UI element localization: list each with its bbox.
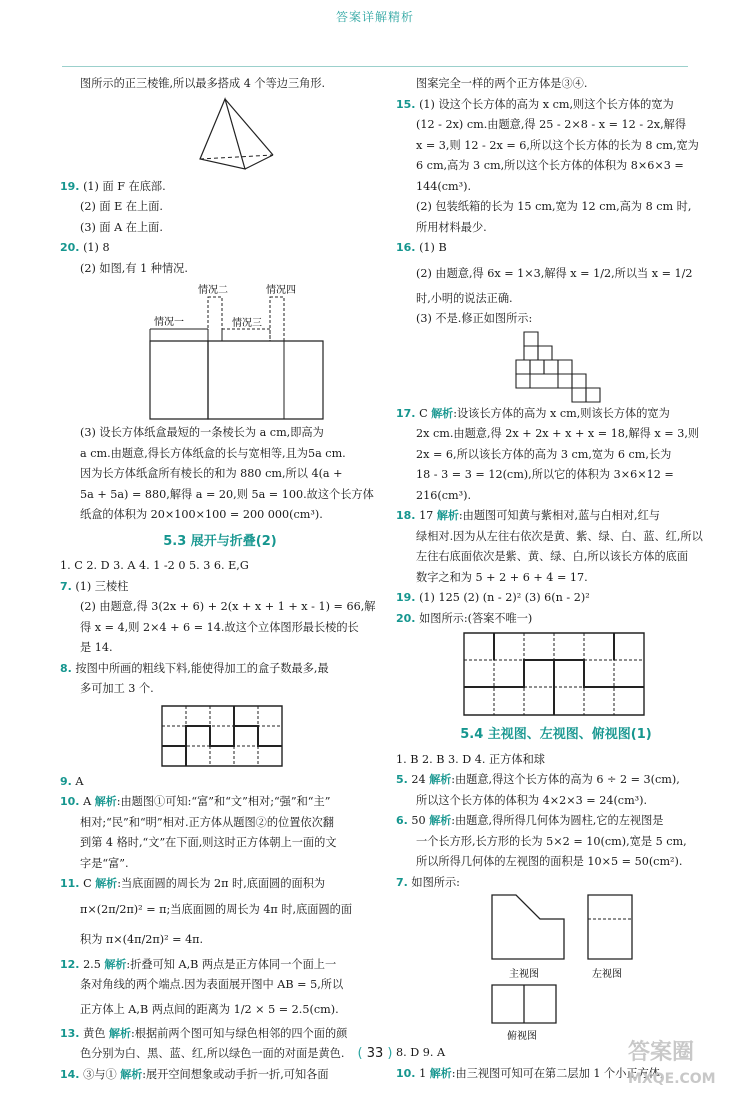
answer-text: 5a + 5a) = 880,解得 a = 20,则 5a = 100.故这个长方体 bbox=[80, 487, 374, 501]
three-views-diagram bbox=[396, 893, 716, 1043]
triangular-pyramid-diagram bbox=[60, 95, 380, 177]
answer-text: :当底面圆的周长为 2π 时,底面圆的面积为 bbox=[117, 877, 326, 890]
answer-text: 2x cm.由题意,得 2x + 2x + x + x = 18,解得 x = 3,则 bbox=[416, 427, 700, 440]
case-two-label: 情况二 bbox=[198, 285, 228, 296]
answer-choice: 50 bbox=[411, 814, 426, 827]
analysis-label: 解析 bbox=[94, 795, 117, 808]
question-number: 11. bbox=[60, 877, 80, 890]
analysis-label: 解析 bbox=[429, 814, 452, 827]
answer-text: (2) 如图,有 1 种情况. bbox=[80, 261, 188, 275]
answer-choice: 24 bbox=[411, 773, 426, 786]
question-number: 6. bbox=[396, 814, 408, 827]
analysis-label: 解析 bbox=[120, 1067, 143, 1081]
question-number: 7. bbox=[396, 875, 408, 889]
answer-text: 得 x = 4,则 2×4 + 6 = 14.故这个立体图形最长棱的长 bbox=[80, 620, 359, 634]
answer-text: 左往右底面依次是紫、黄、绿、白,所以该长方体的底面 bbox=[416, 550, 689, 563]
answer-text: (2) 包装纸箱的长为 15 cm,宽为 12 cm,高为 8 cm 时, bbox=[416, 200, 692, 213]
answer-text: 到第 4 格时,“文”在下面,则这时正方体朝上一面的文 bbox=[80, 836, 337, 849]
answer-text: (3) 不是.修正如图所示: bbox=[416, 312, 533, 325]
answer-text: (1) 125 (2) (n - 2)² (3) 6(n - 2)² bbox=[419, 591, 590, 604]
answer-text: 绿相对.因为从左往右依次是黄、紫、绿、白、蓝、红,所以 bbox=[416, 529, 703, 543]
answer-text: :展开空间想象或动手折一折,可知各面 bbox=[142, 1067, 329, 1081]
answer-choice: C bbox=[83, 877, 92, 890]
answer-text: 所以这个长方体的体积为 4×2×3 = 24(cm³). bbox=[416, 793, 648, 807]
top-view-label: 俯视图 bbox=[507, 1031, 537, 1042]
section-heading-5-3: 5.3 展开与折叠(2) bbox=[163, 533, 277, 549]
answer-text: 1. C 2. D 3. A 4. 1 -2 0 5. 3 6. E,G bbox=[60, 559, 249, 572]
question-number: 19. bbox=[60, 179, 80, 193]
watermark: 答案圈 MXQE.COM bbox=[628, 1040, 716, 1087]
right-column bbox=[396, 74, 716, 1084]
analysis-label: 解析 bbox=[104, 957, 127, 971]
answer-text: x = 3,则 12 - 2x = 6,所以这个长方体的长为 8 cm,宽为 bbox=[416, 138, 699, 152]
answer-text: :折叠可知 A,B 两点是正方体同一个面上一 bbox=[126, 957, 337, 971]
answer-text: 2x = 6,所以该长方体的高为 3 cm,宽为 6 cm,长为 bbox=[416, 447, 672, 461]
answer-text: (1) 8 bbox=[83, 241, 110, 254]
answer-text: 条对角线的两个端点.因为表面展开图中 AB = 5,所以 bbox=[80, 978, 344, 991]
answer-text: 6 cm,高为 3 cm,所以这个长方体的体积为 8×6×3 = bbox=[416, 159, 684, 172]
analysis-label: 解析 bbox=[429, 773, 452, 786]
section-heading-5-4: 5.4 主视图、左视图、俯视图(1) bbox=[460, 727, 652, 742]
answer-text: 正方体上 A,B 两点间的距离为 1/2 × 5 = 2.5(cm). bbox=[80, 1002, 339, 1016]
answer-text: 色分别为白、黑、蓝、红,所以绿色一面的对面是黄色. bbox=[80, 1047, 345, 1060]
answer-text: :由题意,得所得几何体为圆柱,它的左视图是 bbox=[451, 814, 664, 827]
question-number: 20. bbox=[60, 241, 80, 254]
answer-text: (1) B bbox=[419, 241, 447, 254]
case-three-label: 情况三 bbox=[232, 318, 262, 329]
cutting-layout-diagram bbox=[60, 700, 380, 772]
question-number: 13. bbox=[60, 1026, 80, 1040]
net-answer-figure bbox=[396, 629, 716, 719]
three-views-figure bbox=[396, 893, 716, 1043]
net-answer-diagram bbox=[396, 629, 716, 719]
front-view-shape bbox=[492, 895, 564, 959]
answer-text: :由题意,得这个长方体的高为 6 ÷ 2 = 3(cm), bbox=[451, 773, 680, 786]
answer-text: π×(2π/2π)² = π;当底面圆的周长为 4π 时,底面圆的面 bbox=[80, 902, 353, 916]
answer-text: 216(cm³). bbox=[416, 488, 471, 502]
question-number: 15. bbox=[396, 97, 416, 111]
question-number: 5. bbox=[396, 773, 408, 786]
left-column bbox=[60, 74, 380, 1085]
answer-text: 因为长方体纸盒所有棱长的和为 880 cm,所以 4(a + bbox=[80, 467, 343, 480]
case-one-label: 情况一 bbox=[154, 317, 184, 328]
answer-text: 相对;“民”和“明”相对.正方体从题图②的位置依次翻 bbox=[80, 815, 334, 829]
answer-text: (2) 由题意,得 3(2x + 6) + 2(x + x + 1 + x - 1) = 66,解 bbox=[80, 600, 376, 613]
answer-text: (12 - 2x) cm.由题意,得 25 - 2×8 - x = 12 - 2x,解得 bbox=[416, 118, 687, 131]
question-number: 12. bbox=[60, 957, 80, 971]
analysis-label: 解析 bbox=[436, 509, 459, 522]
answer-text: 图案完全一样的两个正方体是③④. bbox=[416, 77, 588, 90]
answer-text: (1) 面 F 在底部. bbox=[83, 179, 166, 193]
answer-choice: 2.5 bbox=[83, 957, 101, 971]
question-number: 17. bbox=[396, 406, 416, 420]
answer-text: :由三视图可知可在第二层加 1 个小正方体, bbox=[451, 1066, 664, 1080]
question-number: 19. bbox=[396, 591, 416, 604]
analysis-label: 解析 bbox=[95, 877, 118, 890]
case-four-label: 情况四 bbox=[266, 285, 296, 296]
answer-text: 8. D 9. A bbox=[396, 1046, 446, 1059]
answer-text: 按图中所画的粗线下料,能使得加工的盒子数最多,最 bbox=[75, 661, 329, 675]
question-number: 20. bbox=[396, 611, 416, 625]
answer-text: :设该长方体的高为 x cm,则该长方体的宽为 bbox=[453, 406, 670, 420]
answer-text: 1. B 2. B 3. D 4. 正方体和球 bbox=[396, 752, 545, 766]
left-view-shape bbox=[588, 895, 632, 959]
analysis-label: 解析 bbox=[431, 406, 454, 420]
page-header-title: 答案详解精析 bbox=[335, 10, 414, 24]
answer-text: 时,小明的说法正确. bbox=[416, 291, 513, 305]
answer-text: (3) 面 A 在上面. bbox=[80, 220, 163, 234]
question-number: 7. bbox=[60, 579, 72, 593]
answer-choice: ③与① bbox=[83, 1067, 117, 1081]
answer-text: a cm.由题意,得长方体纸盒的长与宽相等,且为5a cm. bbox=[80, 446, 346, 460]
question-number: 10. bbox=[396, 1066, 416, 1080]
answer-text: 是 14. bbox=[80, 641, 113, 654]
answer-choice: 1 bbox=[419, 1066, 427, 1080]
question-number: 8. bbox=[60, 661, 72, 675]
analysis-label: 解析 bbox=[109, 1026, 132, 1040]
staircase-net-diagram bbox=[396, 330, 716, 404]
answer-choice: 黄色 bbox=[83, 1026, 106, 1040]
answer-text: 如图所示:(答案不唯一) bbox=[419, 611, 533, 625]
answer-text: 纸盒的体积为 20×100×100 = 200 000(cm³). bbox=[80, 508, 323, 521]
answer-text: A bbox=[75, 774, 84, 788]
answer-text: 所用材料最少. bbox=[416, 220, 487, 234]
answer-choice: A bbox=[83, 795, 92, 808]
answer-choice: C bbox=[419, 406, 428, 420]
question-number: 16. bbox=[396, 241, 416, 254]
answer-text: 一个长方形,长方形的长为 5×2 = 10(cm),宽是 5 cm, bbox=[416, 834, 687, 848]
answer-text: (2) 由题意,得 6x = 1×3,解得 x = 1/2,所以当 x = 1/2 bbox=[416, 266, 693, 280]
answer-choice: 17 bbox=[419, 509, 434, 522]
answer-text: :根据前两个图可知与绿色相邻的四个面的颜 bbox=[131, 1026, 348, 1040]
answer-text: (1) 三棱柱 bbox=[75, 579, 129, 593]
answer-text: :由题图可知黄与紫相对,蓝与白相对,红与 bbox=[458, 509, 660, 522]
answer-text: 积为 π×(4π/2π)² = 4π. bbox=[80, 932, 204, 946]
net-cases-diagram bbox=[60, 279, 380, 423]
analysis-label: 解析 bbox=[429, 1066, 452, 1080]
answer-text: (3) 设长方体纸盒最短的一条棱长为 a cm,即高为 bbox=[80, 426, 324, 439]
answer-text: (2) 面 E 在上面. bbox=[80, 200, 163, 213]
pyramid-figure bbox=[60, 95, 380, 177]
question-number: 18. bbox=[396, 509, 416, 522]
answer-text: (1) 设这个长方体的高为 x cm,则这个长方体的宽为 bbox=[419, 97, 674, 111]
staircase-net-figure bbox=[396, 330, 716, 404]
front-view-label: 主视图 bbox=[509, 969, 539, 980]
text-line: 图所示的正三棱锥,所以最多搭成 4 个等边三角形. bbox=[80, 77, 326, 90]
page-number: ( 33 ) bbox=[357, 1046, 393, 1061]
question-number: 10. bbox=[60, 795, 80, 808]
answer-text: 字是“富”. bbox=[80, 856, 129, 870]
answer-text: 所以所得几何体的左视图的面积是 10×5 = 50(cm²). bbox=[416, 855, 683, 868]
question-number: 9. bbox=[60, 774, 72, 788]
answer-text: 144(cm³). bbox=[416, 179, 471, 193]
question-number: 14. bbox=[60, 1067, 80, 1081]
answer-text: 如图所示: bbox=[411, 875, 460, 889]
header-rule bbox=[62, 66, 688, 67]
answer-text: 18 - 3 = 3 = 12(cm),所以它的体积为 3×6×12 = bbox=[416, 468, 674, 481]
answer-text: 多可加工 3 个. bbox=[80, 682, 154, 695]
cutting-layout-figure bbox=[60, 700, 380, 772]
answer-text: :由题图①可知:“富”和“文”相对;“强”和“主” bbox=[116, 795, 331, 808]
left-view-label: 左视图 bbox=[592, 969, 622, 980]
answer-text: 数字之和为 5 + 2 + 6 + 4 = 17. bbox=[416, 570, 588, 584]
net-cases-figure bbox=[60, 279, 380, 423]
